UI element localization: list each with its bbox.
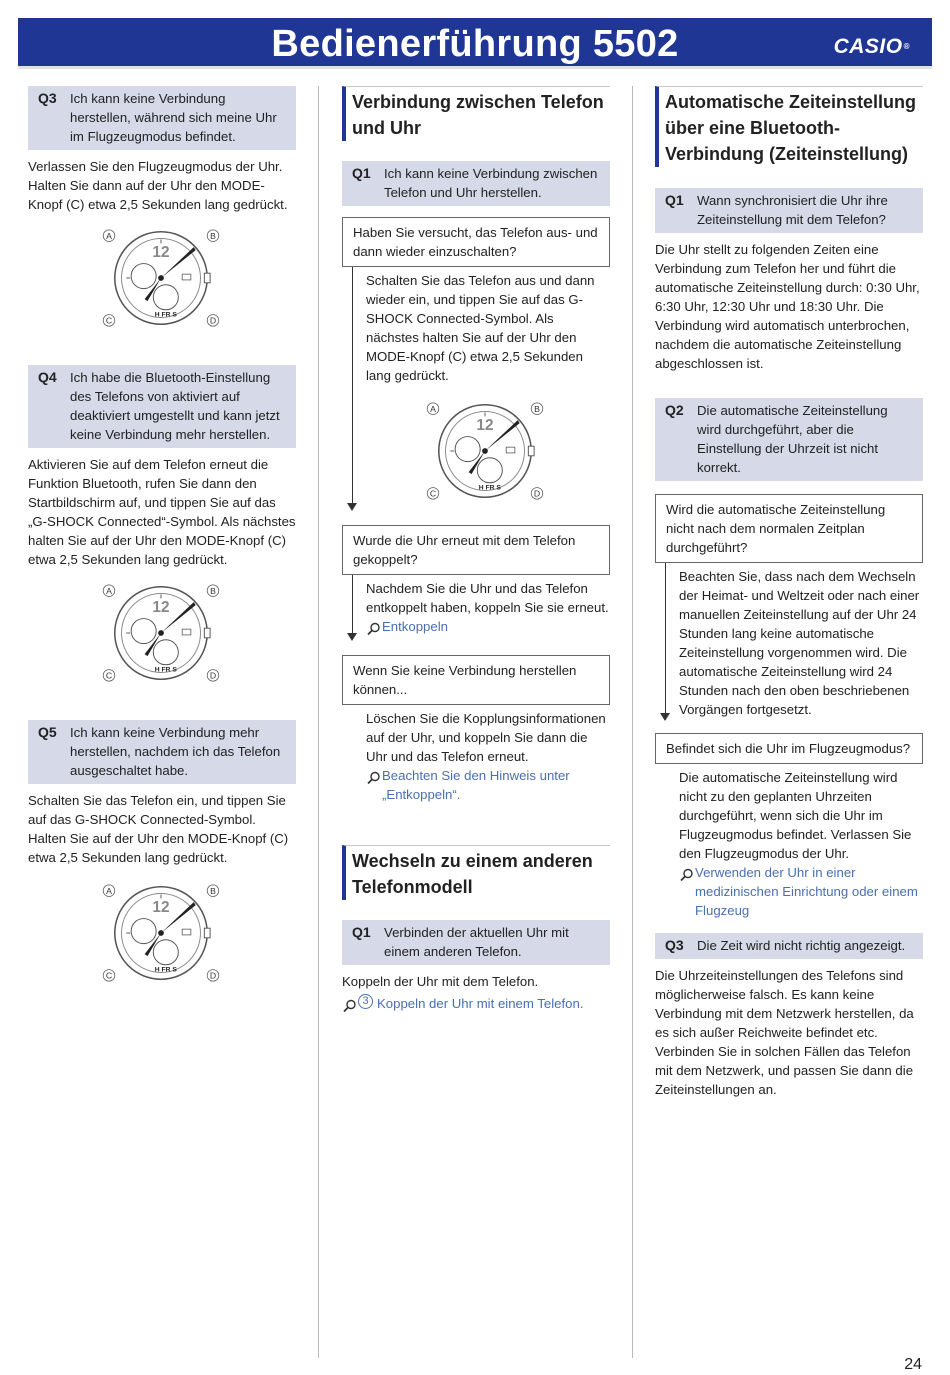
question-text: Wann synchronisiert die Uhr ihre Zeiteinstellung mit dem Telefon? <box>697 193 888 227</box>
reference-link-row[interactable] <box>342 994 610 1013</box>
watch-illustration <box>28 226 296 338</box>
reference-link[interactable]: Verwenden der Uhr in einer medizinischen Einrichtung oder einem Flugzeug <box>695 865 918 918</box>
section-heading: Wechseln zu einem anderen Telefonmodell <box>342 845 610 900</box>
question-text: Ich habe die Bluetooth-Einstellung des Telefons von aktiviert auf deaktiviert umgestellt und kann jetzt keine Verbindung mehr herstellen. <box>70 370 280 442</box>
flow-arrow <box>665 563 666 717</box>
question-box <box>342 920 610 965</box>
svg-text:A: A <box>430 404 436 414</box>
answer-text: Verlassen Sie den Flugzeugmodus der Uhr. Halten Sie dann auf der Uhr den MODE-Knopf (C) etwa 2,5 Sekunden lang gedrückt. <box>28 159 288 212</box>
column-divider <box>318 86 319 1358</box>
watch-illustration <box>28 881 296 993</box>
reference-link[interactable]: Koppeln der Uhr mit einem Telefon. <box>377 996 584 1011</box>
reference-link-row[interactable] <box>679 863 923 920</box>
question-number: Q1 <box>665 192 684 208</box>
question-box <box>28 365 296 448</box>
answer-text: Koppeln der Uhr mit dem Telefon. <box>342 974 539 989</box>
question-number: Q3 <box>665 937 684 953</box>
flow-step <box>655 563 923 725</box>
check-box: Wenn Sie keine Verbindung herstellen können... <box>342 655 610 705</box>
svg-text:D: D <box>209 970 217 981</box>
column-left <box>28 86 296 993</box>
watch-illustration <box>28 581 296 693</box>
magnifier-icon <box>679 868 695 882</box>
svg-text:B: B <box>210 886 216 896</box>
check-box: Haben Sie versucht, das Telefon aus- und dann wieder einzuschalten? <box>342 217 610 267</box>
watch-illustration <box>342 399 610 511</box>
svg-text:12: 12 <box>152 598 170 616</box>
flow-step <box>342 705 610 804</box>
answer-text: Löschen Sie die Kopplungsinformationen auf der Uhr, und koppeln Sie dann die Uhr und das Telefon erneut. <box>366 711 606 764</box>
answer-text: Die Uhrzeiteinstellungen des Telefons sind möglicherweise falsch. Es kann keine Verbindung mit dem Netzwerk herstellen, da es sich außer Reichweite befindet etc. Verbinden Sie in solchen Fällen das Telefon mit dem Netzwerk, und passen Sie dann die Zeiteinstellungen an. <box>655 968 914 1097</box>
check-box: Wurde die Uhr erneut mit dem Telefon gekoppelt? <box>342 525 610 575</box>
svg-text:C: C <box>105 315 113 326</box>
question-number: Q1 <box>352 165 371 181</box>
svg-text:H FR S: H FR S <box>154 666 177 674</box>
question-number: Q3 <box>38 90 57 106</box>
answer-text: Aktivieren Sie auf dem Telefon erneut die Funktion Bluetooth, rufen Sie dann den Startbildschirm auf, und tippen Sie auf das „G-SHOCK Connected“-Symbol. Als nächstes halten Sie auf der Uhr den MODE-Knopf (C) etwa 2,5 Sekunden lang gedrückt. <box>28 457 296 567</box>
reference-link-row[interactable] <box>366 617 610 636</box>
check-box: Befindet sich die Uhr im Flugzeugmodus? <box>655 733 923 764</box>
arrow-down-icon <box>660 713 670 721</box>
svg-text:C: C <box>105 670 113 681</box>
section-heading: Verbindung zwischen Telefon und Uhr <box>342 86 610 141</box>
reference-link[interactable]: Entkoppeln <box>382 619 448 634</box>
answer-text: Schalten Sie das Telefon ein, und tippen Sie auf das G-SHOCK Connected-Symbol. Halten Sie auf der Uhr den MODE-Knopf (C) etwa 2,5 Sekunden lang gedrückt. <box>28 793 289 865</box>
svg-text:12: 12 <box>152 243 170 261</box>
question-text: Verbinden der aktuellen Uhr mit einem anderen Telefon. <box>384 925 569 959</box>
answer-text: Die Uhr stellt zu folgenden Zeiten eine Verbindung zum Telefon her und führt die automatische Zeiteinstellung durch: 0:30 Uhr, 6:30 Uhr, 12:30 Uhr und 18:30 Uhr. Die Verbindung wird automatisch unterbrochen, nachdem die automatische Zeiteinstellung abgeschlossen ist. <box>655 242 920 371</box>
svg-text:D: D <box>209 670 217 681</box>
question-text: Die Zeit wird nicht richtig angezeigt. <box>697 938 906 953</box>
svg-text:B: B <box>210 586 216 596</box>
reference-link-row[interactable] <box>366 766 610 804</box>
magnifier-icon <box>366 771 382 785</box>
question-box <box>655 933 923 959</box>
svg-text:A: A <box>106 231 112 241</box>
question-number: Q1 <box>352 924 371 940</box>
step-number-icon: 3 <box>358 994 373 1009</box>
flow-arrow <box>352 575 353 637</box>
question-box <box>342 161 610 206</box>
answer-text: Schalten Sie das Telefon aus und dann wieder ein, und tippen Sie auf das G-SHOCK Connected-Symbol. Als nächstes halten Sie auf der Uhr den MODE-Knopf (C) etwa 2,5 Sekunden lang gedrückt. <box>366 273 595 383</box>
svg-text:D: D <box>533 488 541 499</box>
svg-text:12: 12 <box>152 898 170 916</box>
flow-step <box>342 575 610 645</box>
column-right <box>655 86 923 1099</box>
question-box <box>655 398 923 481</box>
answer-text: Nachdem Sie die Uhr und das Telefon entkoppelt haben, koppeln Sie sie erneut. <box>366 581 609 615</box>
column-middle <box>342 86 610 1013</box>
arrow-down-icon <box>347 633 357 641</box>
svg-text:D: D <box>209 315 217 326</box>
answer-text: Die automatische Zeiteinstellung wird nicht zu den geplanten Uhrzeiten durchgeführt, wenn sich die Uhr im Flugzeugmodus befindet. Verlassen Sie den Flugzeugmodus der Uhr. <box>679 770 912 861</box>
question-number: Q4 <box>38 369 57 385</box>
check-box: Wird die automatische Zeiteinstellung nicht nach dem normalen Zeitplan durchgeführt? <box>655 494 923 563</box>
question-number: Q5 <box>38 724 57 740</box>
casio-logo: CASIO® <box>833 35 910 58</box>
svg-text:C: C <box>429 488 437 499</box>
svg-text:A: A <box>106 886 112 896</box>
question-text: Die automatische Zeiteinstellung wird durchgeführt, aber die Einstellung der Uhrzeit ist nicht korrekt. <box>697 403 888 475</box>
svg-text:C: C <box>105 970 113 981</box>
svg-text:12: 12 <box>476 416 494 434</box>
question-box <box>655 188 923 233</box>
page-title: Bedienerführung 5502 <box>271 23 679 65</box>
svg-text:A: A <box>106 586 112 596</box>
question-box <box>28 86 296 150</box>
question-text: Ich kann keine Verbindung herstellen, während sich meine Uhr im Flugzeugmodus befindet. <box>70 91 277 144</box>
flow-step <box>655 764 923 920</box>
magnifier-icon <box>366 622 382 636</box>
svg-text:H FR S: H FR S <box>154 311 177 319</box>
flow-step <box>342 267 610 513</box>
svg-text:B: B <box>534 404 540 414</box>
question-text: Ich kann keine Verbindung zwischen Telefon und Uhr herstellen. <box>384 166 598 200</box>
section-heading: Automatische Zeiteinstellung über eine Bluetooth-Verbindung (Zeiteinstellung) <box>655 86 923 167</box>
page-number: 24 <box>904 1356 922 1373</box>
reference-link[interactable]: Beachten Sie den Hinweis unter „Entkoppeln“. <box>382 768 570 802</box>
question-text: Ich kann keine Verbindung mehr herstellen, nachdem ich das Telefon ausgeschaltet habe. <box>70 725 281 778</box>
svg-text:B: B <box>210 231 216 241</box>
page-header <box>18 18 932 69</box>
svg-text:H FR S: H FR S <box>478 484 501 492</box>
question-box <box>28 720 296 784</box>
question-number: Q2 <box>665 402 684 418</box>
magnifier-icon <box>342 999 358 1013</box>
answer-text: Beachten Sie, dass nach dem Wechseln der Heimat- und Weltzeit oder nach einer manuellen Zeiteinstellung auf der Uhr 24 Stunden lang keine automatische Zeiteinstellung vorgenommen wird. Die automatische Zeiteinstellung wird 24 Stunden nach den oben beschriebenen Vorgängen fortgesetzt. <box>679 569 920 717</box>
svg-text:H FR S: H FR S <box>154 966 177 974</box>
column-divider <box>632 86 633 1358</box>
